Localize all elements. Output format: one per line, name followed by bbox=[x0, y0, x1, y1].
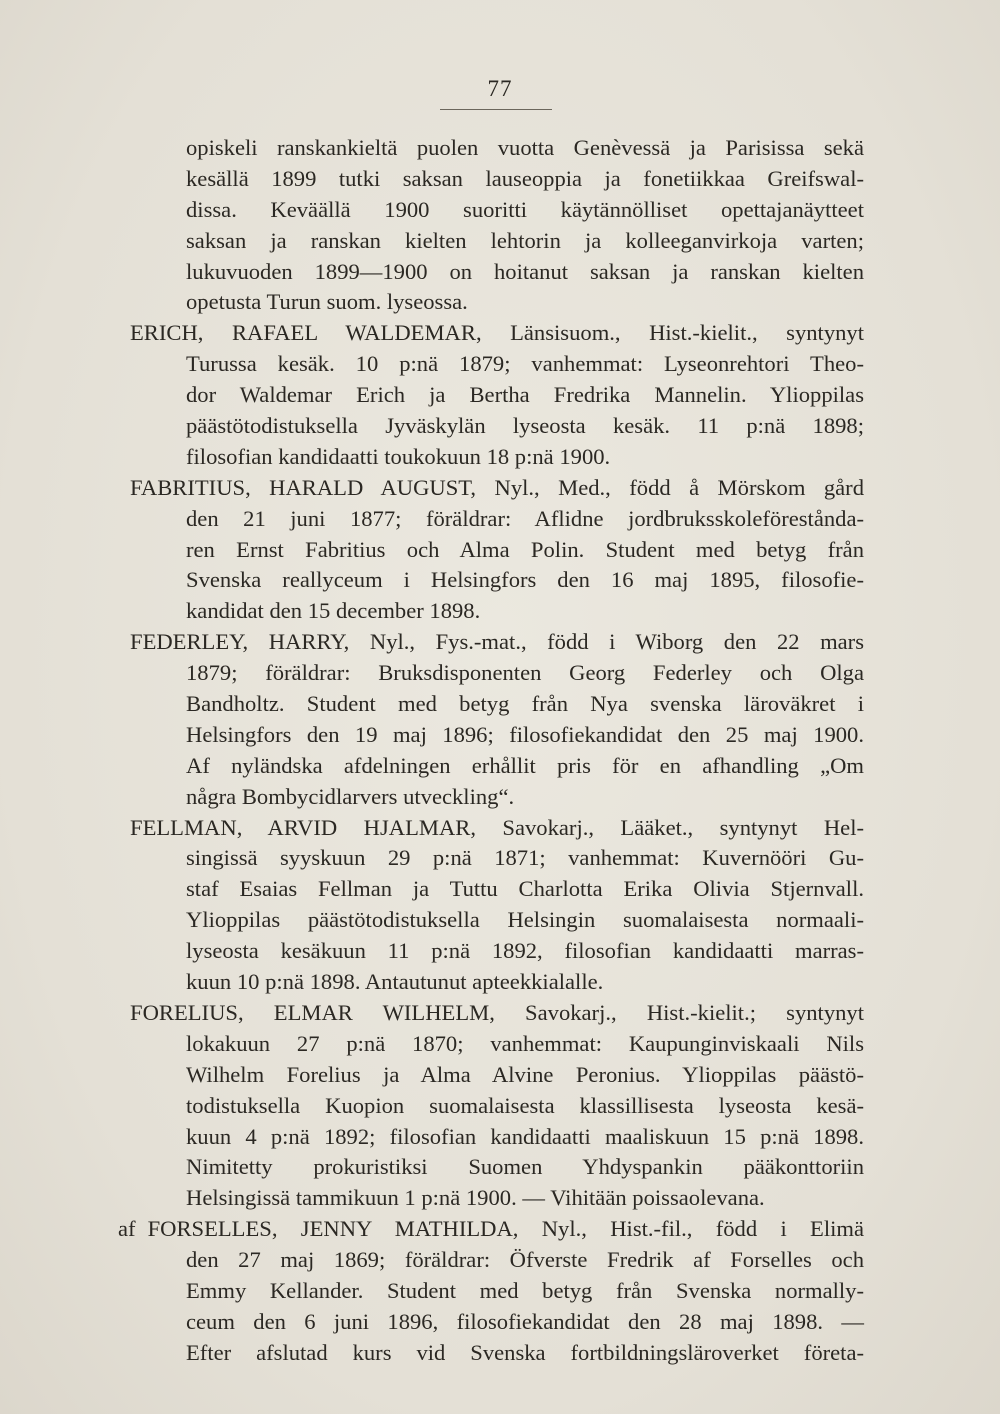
entry-fellman bbox=[130, 813, 864, 998]
text-line: Efter afslutad kurs vid Svenska fortbildningsläroverket företa- bbox=[186, 1339, 864, 1365]
entry-heading: FEDERLEY, HARRY, Nyl., Fys.-mat., född i Wiborg den 22 mars bbox=[130, 629, 864, 655]
text-line: lukuvuoden 1899—1900 on hoitanut saksan ja ranskan kielten bbox=[186, 258, 864, 284]
text-line: Turussa kesäk. 10 p:nä 1879; vanhemmat: Lyseonrehtori Theo- bbox=[186, 351, 864, 377]
text-line: Svenska reallyceum i Helsingfors den 16 maj 1895, filosofie- bbox=[186, 567, 864, 593]
entry-heading: FABRITIUS, HARALD AUGUST, Nyl., Med., född å Mörskom gård bbox=[130, 474, 864, 500]
text-line: Nimitetty prokuristiksi Suomen Yhdyspankin pääkonttoriin bbox=[186, 1154, 864, 1180]
entry-erich bbox=[130, 318, 864, 472]
text-line: Af nyländska afdelningen erhållit pris för en afhandling „Om bbox=[186, 752, 864, 778]
text-line: några Bombycidlarvers utveckling“. bbox=[186, 783, 515, 809]
text-line: filosofian kandidaatti toukokuun 18 p:nä 1900. bbox=[186, 443, 611, 469]
page-number: 77 bbox=[487, 76, 513, 101]
text-line: singissä syyskuun 29 p:nä 1871; vanhemmat: Kuvernööri Gu- bbox=[186, 845, 864, 871]
entry-forelius bbox=[130, 998, 864, 1214]
text-line: kandidat den 15 december 1898. bbox=[186, 598, 481, 624]
document-body bbox=[118, 133, 864, 1369]
text-line: päästötodistuksella Jyväskylän lyseosta kesäk. 11 p:nä 1898; bbox=[186, 413, 864, 439]
text-line: kesällä 1899 tutki saksan lauseoppia ja fonetiikkaa Greifswal- bbox=[186, 165, 864, 191]
text-line: saksan ja ranskan kielten lehtorin ja kolleeganvirkoja varten; bbox=[186, 227, 864, 253]
text-line: Ylioppilas päästötodistuksella Helsingin suomalaisesta normaali- bbox=[186, 907, 864, 933]
entry-fabritius bbox=[130, 473, 864, 627]
entry-heading bbox=[118, 1214, 864, 1245]
text-line: lyseosta kesäkuun 11 p:nä 1892, filosofian kandidaatti marras- bbox=[186, 938, 864, 964]
name-prefix: af bbox=[118, 1216, 136, 1242]
entry-forselles bbox=[118, 1214, 864, 1368]
text-line: lokakuun 27 p:nä 1870; vanhemmat: Kaupunginviskaali Nils bbox=[186, 1030, 864, 1056]
entry-heading: FELLMAN, ARVID HJALMAR, Savokarj., Lääket., syntynyt Hel- bbox=[130, 814, 864, 840]
text-line: den 27 maj 1869; föräldrar: Öfverste Fredrik af Forselles och bbox=[186, 1247, 864, 1273]
text-line: Wilhelm Forelius ja Alma Alvine Peronius. Ylioppilas päästö- bbox=[186, 1061, 864, 1087]
text-line: 1879; föräldrar: Bruksdisponenten Georg Federley och Olga bbox=[186, 660, 864, 686]
entry-heading-text: FORSELLES, JENNY MATHILDA, Nyl., Hist.-fil., född i Elimä bbox=[147, 1216, 864, 1242]
text-line: opetusta Turun suom. lyseossa. bbox=[186, 289, 468, 315]
text-line: Emmy Kellander. Student med betyg från Svenska normally- bbox=[186, 1277, 864, 1303]
entry-heading: ERICH, RAFAEL WALDEMAR, Länsisuom., Hist.-kielit., syntynyt bbox=[130, 320, 864, 346]
text-line: ren Ernst Fabritius och Alma Polin. Student med betyg från bbox=[186, 536, 864, 562]
text-line: dor Waldemar Erich ja Bertha Fredrika Mannelin. Ylioppilas bbox=[186, 382, 864, 408]
text-line: ceum den 6 juni 1896, filosofiekandidat den 28 maj 1898. — bbox=[186, 1308, 864, 1334]
entry-heading: FORELIUS, ELMAR WILHELM, Savokarj., Hist.-kielit.; syntynyt bbox=[130, 999, 864, 1025]
entry-continuation bbox=[130, 133, 864, 318]
text-line: staf Esaias Fellman ja Tuttu Charlotta Erika Olivia Stjernvall. bbox=[186, 876, 864, 902]
text-line: kuun 4 p:nä 1892; filosofian kandidaatti maaliskuun 15 p:nä 1898. bbox=[186, 1123, 864, 1149]
entry-federley bbox=[130, 627, 864, 812]
page-number-rule bbox=[440, 109, 552, 110]
text-line: opiskeli ranskankieltä puolen vuotta Genèvessä ja Parisissa sekä bbox=[186, 135, 864, 160]
text-line: kuun 10 p:nä 1898. Antautunut apteekkialalle. bbox=[186, 969, 604, 995]
text-line: Bandholtz. Student med betyg från Nya svenska läroväkret i bbox=[186, 691, 864, 717]
text-line: Helsingfors den 19 maj 1896; filosofiekandidat den 25 maj 1900. bbox=[186, 721, 864, 747]
text-line: den 21 juni 1877; föräldrar: Aflidne jordbruksskoleföreståndа- bbox=[186, 505, 864, 531]
text-line: todistuksella Kuopion suomalaisesta klassillisesta lyseosta kesä- bbox=[186, 1092, 864, 1118]
text-line: Helsingissä tammikuun 1 p:nä 1900. — Vihitään poissaolevana. bbox=[186, 1185, 765, 1211]
text-line: dissa. Keväällä 1900 suoritti käytännölliset opettajanäytteet bbox=[186, 196, 864, 222]
